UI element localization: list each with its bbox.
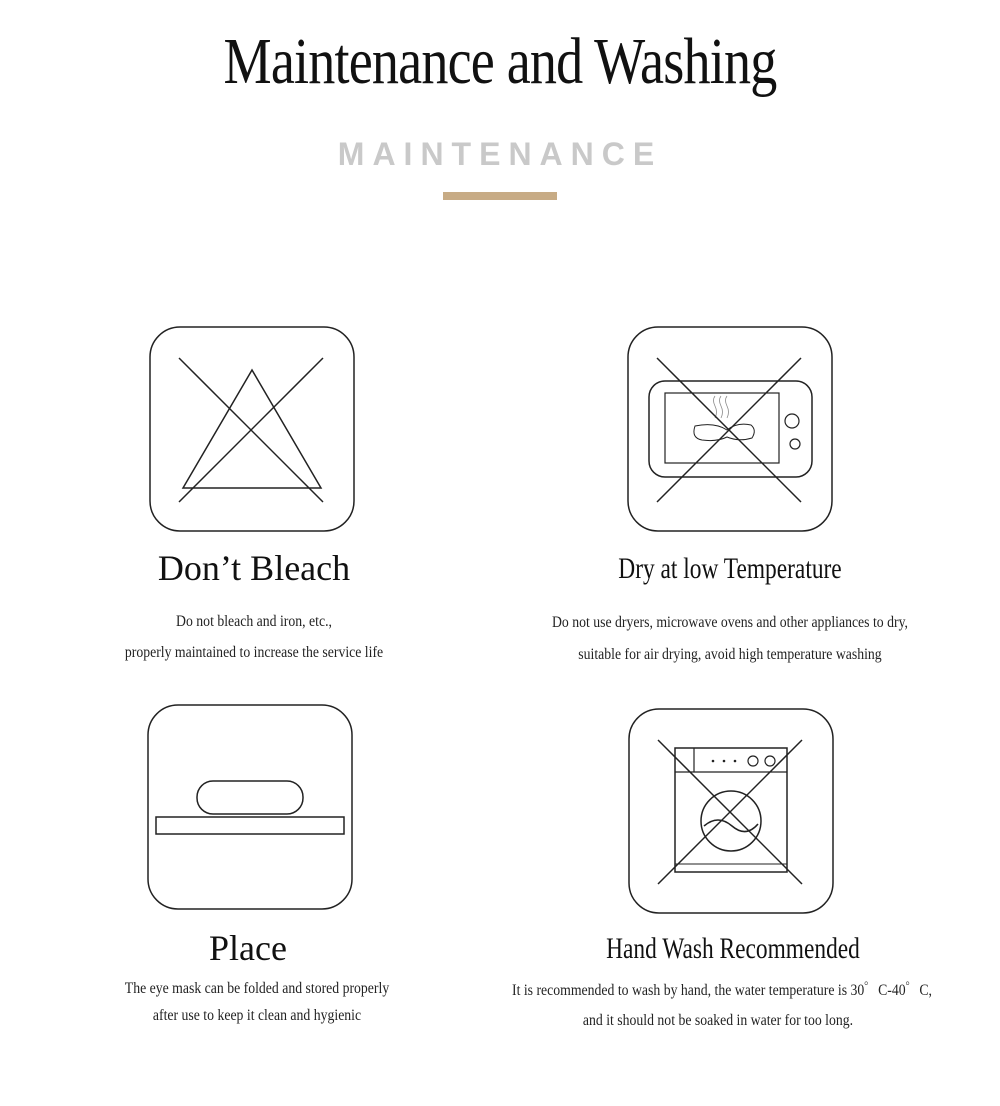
card-desc-line: Do not bleach and iron, etc., (176, 613, 332, 630)
card-title-hand-wash: Hand Wash Recommended (606, 932, 860, 965)
card-title-place: Place (209, 928, 287, 968)
card-title-dont-bleach: Don’t Bleach (157, 548, 351, 588)
card-desc-line: and it should not be soaked in water for too long. (582, 1012, 854, 1029)
no-machine-wash-icon (628, 708, 834, 914)
section-subtitle: MAINTENANCE (337, 136, 663, 172)
gold-divider (443, 192, 557, 200)
card-desc-line: suitable for air drying, avoid high temperature washing (578, 646, 882, 663)
card-desc-line: Do not use dryers, microwave ovens and other appliances to dry, (551, 614, 908, 631)
card-desc-line: The eye mask can be folded and stored properly (124, 980, 390, 997)
no-bleach-icon (149, 326, 355, 532)
no-microwave-dry-icon (627, 326, 833, 532)
page-title: Maintenance and Washing (223, 25, 777, 98)
card-desc-line: properly maintained to increase the service life (124, 644, 384, 661)
card-title-dry-low-temp: Dry at low Temperature (618, 552, 842, 585)
place-flat-icon (147, 704, 353, 910)
card-desc-line: after use to keep it clean and hygienic (152, 1007, 362, 1024)
card-desc-line: It is recommended to wash by hand, the water temperature is 30゜C-40゜C, (512, 982, 932, 999)
